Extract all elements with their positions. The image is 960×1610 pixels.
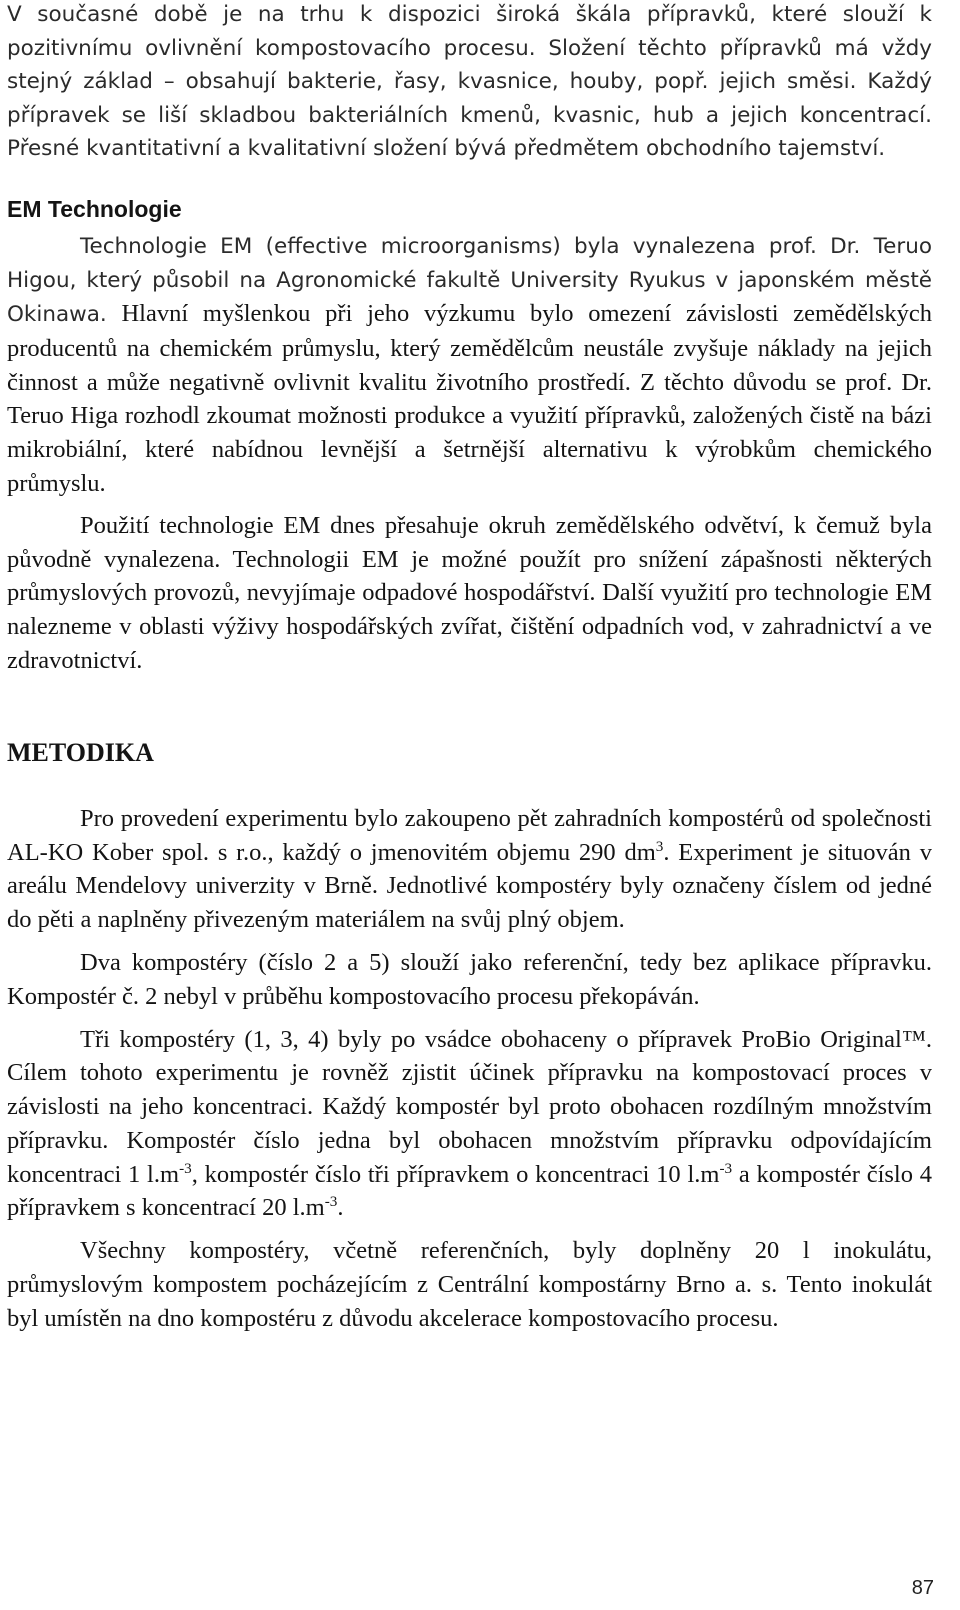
concentration-superscript-2: -3	[719, 1159, 733, 1177]
em-technologie-heading: EM Technologie	[7, 195, 182, 222]
page-number: 87	[911, 1577, 934, 1599]
metodika-p3-c: a kompostér číslo 4 přípravkem s koncentrací 20 l.m	[7, 1160, 933, 1222]
em-paragraph-2: Použití technologie EM dnes přesahuje okruh zemědělského odvětví, k čemuž byla původně vynalezena. Technologii EM je možné použít pro snížení zápašnosti některých průmyslových provozů, nevyjímaje odpadové hospodářství. Další využití pro technologie EM nalezneme v oblasti výživy hospodářských zvířat, čištění odpadních vod, v zahradnictví a ve zdravotnictví.	[7, 511, 932, 674]
metodika-paragraph-1	[7, 802, 932, 937]
metodika-paragraph-3	[7, 1023, 932, 1226]
volume-superscript: 3	[655, 837, 664, 855]
metodika-p1-text: Pro provedení experimentu bylo zakoupeno pět zahradních kompostérů od společnosti AL-KO Kober spol. s r.o., každý o jmenovitém objemu 290 dm	[7, 804, 932, 866]
metodika-p3-b: , kompostér číslo tři přípravkem o koncentraci 10 l.m	[191, 1160, 720, 1188]
metodika-paragraph-4: Všechny kompostéry, včetně referenčních, byly doplněny 20 l inokulátu, průmyslovým kompostem pocházejícím z Centrální kompostárny Brno a. s. Tento inokulát byl umístěn na dno kompostéru z důvodu akcelerace kompostovacího procesu.	[7, 1237, 932, 1332]
em-paragraph-1-sans-part: Technologie EM (effective microorganisms) byla vynalezena prof. Dr. Teruo Higou, který působil na Agronomické fakultě University Ryukus v japonském městě Okinawa.	[7, 233, 932, 328]
em-paragraph-1-serif-part: Hlavní myšlenkou při jeho výzkumu bylo omezení závislosti zemědělských producentů na chemickém průmyslu, který zemědělcům neustále zvyšuje náklady na jejich činnost a může negativně ovlivnit kvalitu životního prostředí. Z těchto důvodu se prof. Dr. Teruo Higa rozhodl zkoumat možnosti produkce a využití přípravků, založených čistě na bázi mikrobiální, které nabídnou levnější a šetrnější alternativu k výrobkům chemického průmyslu.	[7, 300, 932, 497]
document-page	[7, 0, 932, 1336]
metodika-p1-tail: . Experiment je situován v areálu Mendelovy univerzity v Brně. Jednotlivé kompostéry byly označeny číslem od jedné do pěti a naplněny přivezeným materiálem na svůj plný objem.	[7, 838, 932, 934]
em-paragraph-1	[7, 230, 932, 501]
metodika-p3-d: .	[337, 1194, 344, 1222]
concentration-superscript-1: -3	[179, 1159, 192, 1177]
intro-paragraph: V současné době je na trhu k dispozici široká škála přípravků, které slouží k pozitivnímu ovlivnění kompostovacího procesu. Složení těchto přípravků má vždy stejný základ – obsahují bakterie, řasy, kvasnice, houby, popř. jejich směsi. Každý přípravek se liší skladbou bakteriálních kmenů, kvasnic, hub a jejich koncentrací. Přesné kvantitativní a kvalitativní složení bývá předmětem obchodního tajemství.	[7, 2, 932, 162]
metodika-p3-a: Tři kompostéry (1, 3, 4) byly po vsádce obohaceny o přípravek ProBio Original™. Cílem tohoto experimentu je rovněž zjistit účinek přípravku na kompostovací proces v závislosti na jeho koncentraci. Každý kompostér byl proto obohacen rozdílným množstvím přípravku. Kompostér číslo jedna byl obohacen množstvím přípravku odpovídajícím koncentraci 1 l.m	[7, 1025, 932, 1188]
concentration-superscript-3: -3	[324, 1193, 338, 1211]
metodika-paragraph-2: Dva kompostéry (číslo 2 a 5) slouží jako referenční, tedy bez aplikace přípravku. Kompostér č. 2 nebyl v průběhu kompostovacího procesu překopáván.	[7, 948, 932, 1010]
metodika-heading: METODIKA	[7, 737, 154, 767]
